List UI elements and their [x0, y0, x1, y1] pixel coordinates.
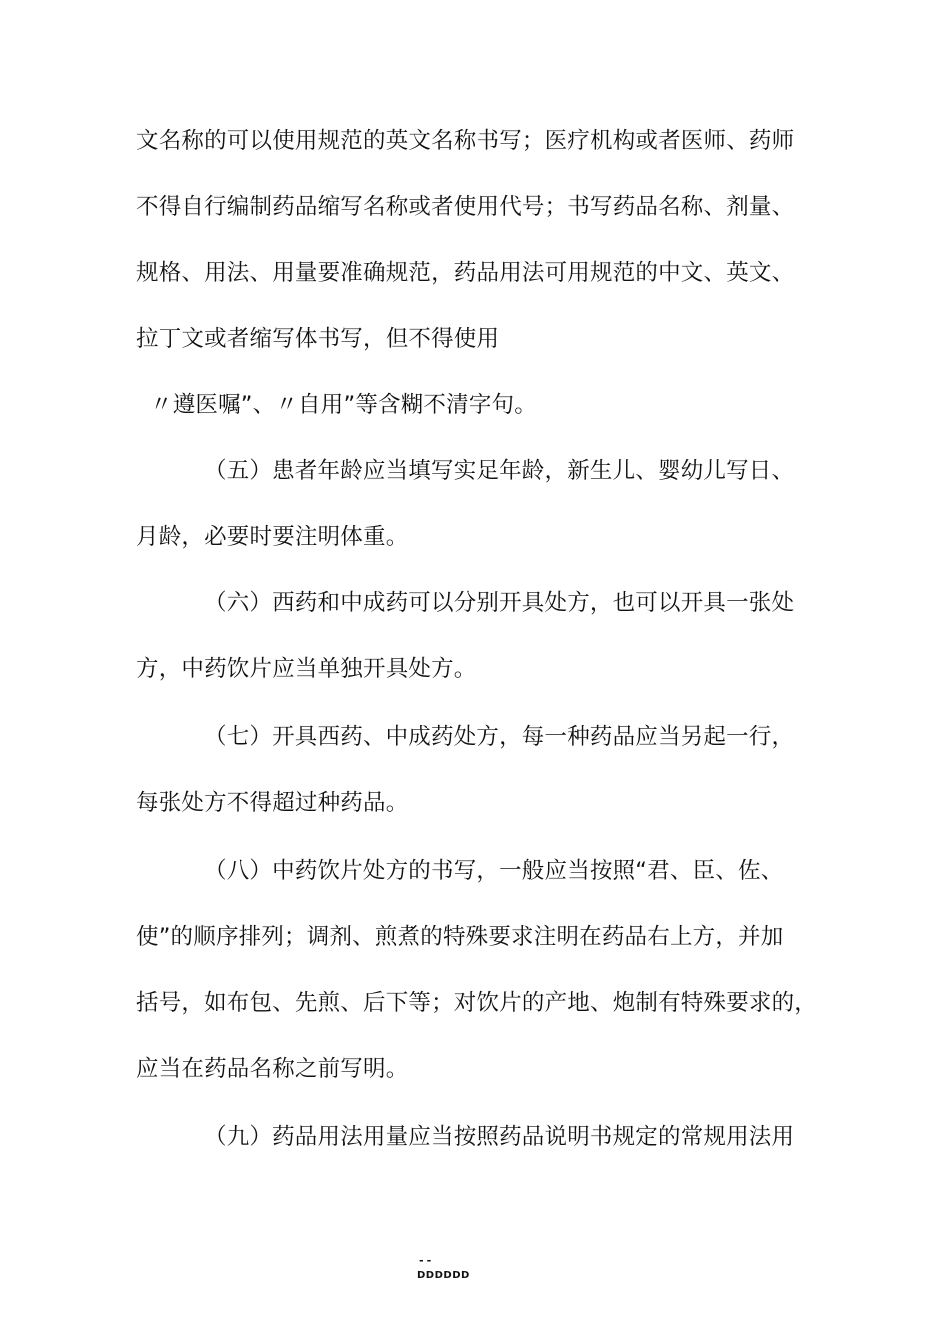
paragraph-line: 使”的顺序排列；调剂、煎煮的特殊要求注明在药品右上方，并加 — [136, 924, 784, 950]
paragraph-line: 文名称的可以使用规范的英文名称书写；医疗机构或者医师、药师 — [136, 128, 795, 154]
paragraph-line: 每张处方不得超过种药品。 — [136, 790, 409, 816]
paragraph-line: （六）西药和中成药可以分别开具处方，也可以开具一张处 — [204, 590, 795, 616]
footer-page-marker: DDDDDD — [417, 1270, 470, 1281]
paragraph-line: 应当在药品名称之前写明。 — [136, 1056, 409, 1082]
paragraph-line: 拉丁文或者缩写体书写，但不得使用 — [136, 326, 500, 352]
paragraph-line: 不得自行编制药品缩写名称或者使用代号；书写药品名称、剂量、 — [136, 194, 795, 220]
paragraph-line: （五）患者年龄应当填写实足年龄，新生儿、婴幼儿写日、 — [204, 458, 795, 484]
paragraph-line: 月龄，必要时要注明体重。 — [136, 524, 409, 550]
paragraph-line: 〃遵医嘱”、〃自用”等含糊不清字句。 — [150, 392, 537, 418]
paragraph-line: （九）药品用法用量应当按照药品说明书规定的常规用法用 — [204, 1124, 795, 1150]
paragraph-line: （七）开具西药、中成药处方，每一种药品应当另起一行， — [204, 724, 795, 750]
paragraph-line: 括号，如布包、先煎、后下等；对饮片的产地、炮制有特殊要求的， — [136, 990, 818, 1016]
paragraph-line: 方，中药饮片应当单独开具处方。 — [136, 656, 477, 682]
paragraph-line: 规格、用法、用量要准确规范，药品用法可用规范的中文、英文、 — [136, 260, 795, 286]
footer-dash: -- — [418, 1254, 434, 1267]
paragraph-line: （八）中药饮片处方的书写，一般应当按照“君、臣、佐、 — [204, 858, 784, 884]
